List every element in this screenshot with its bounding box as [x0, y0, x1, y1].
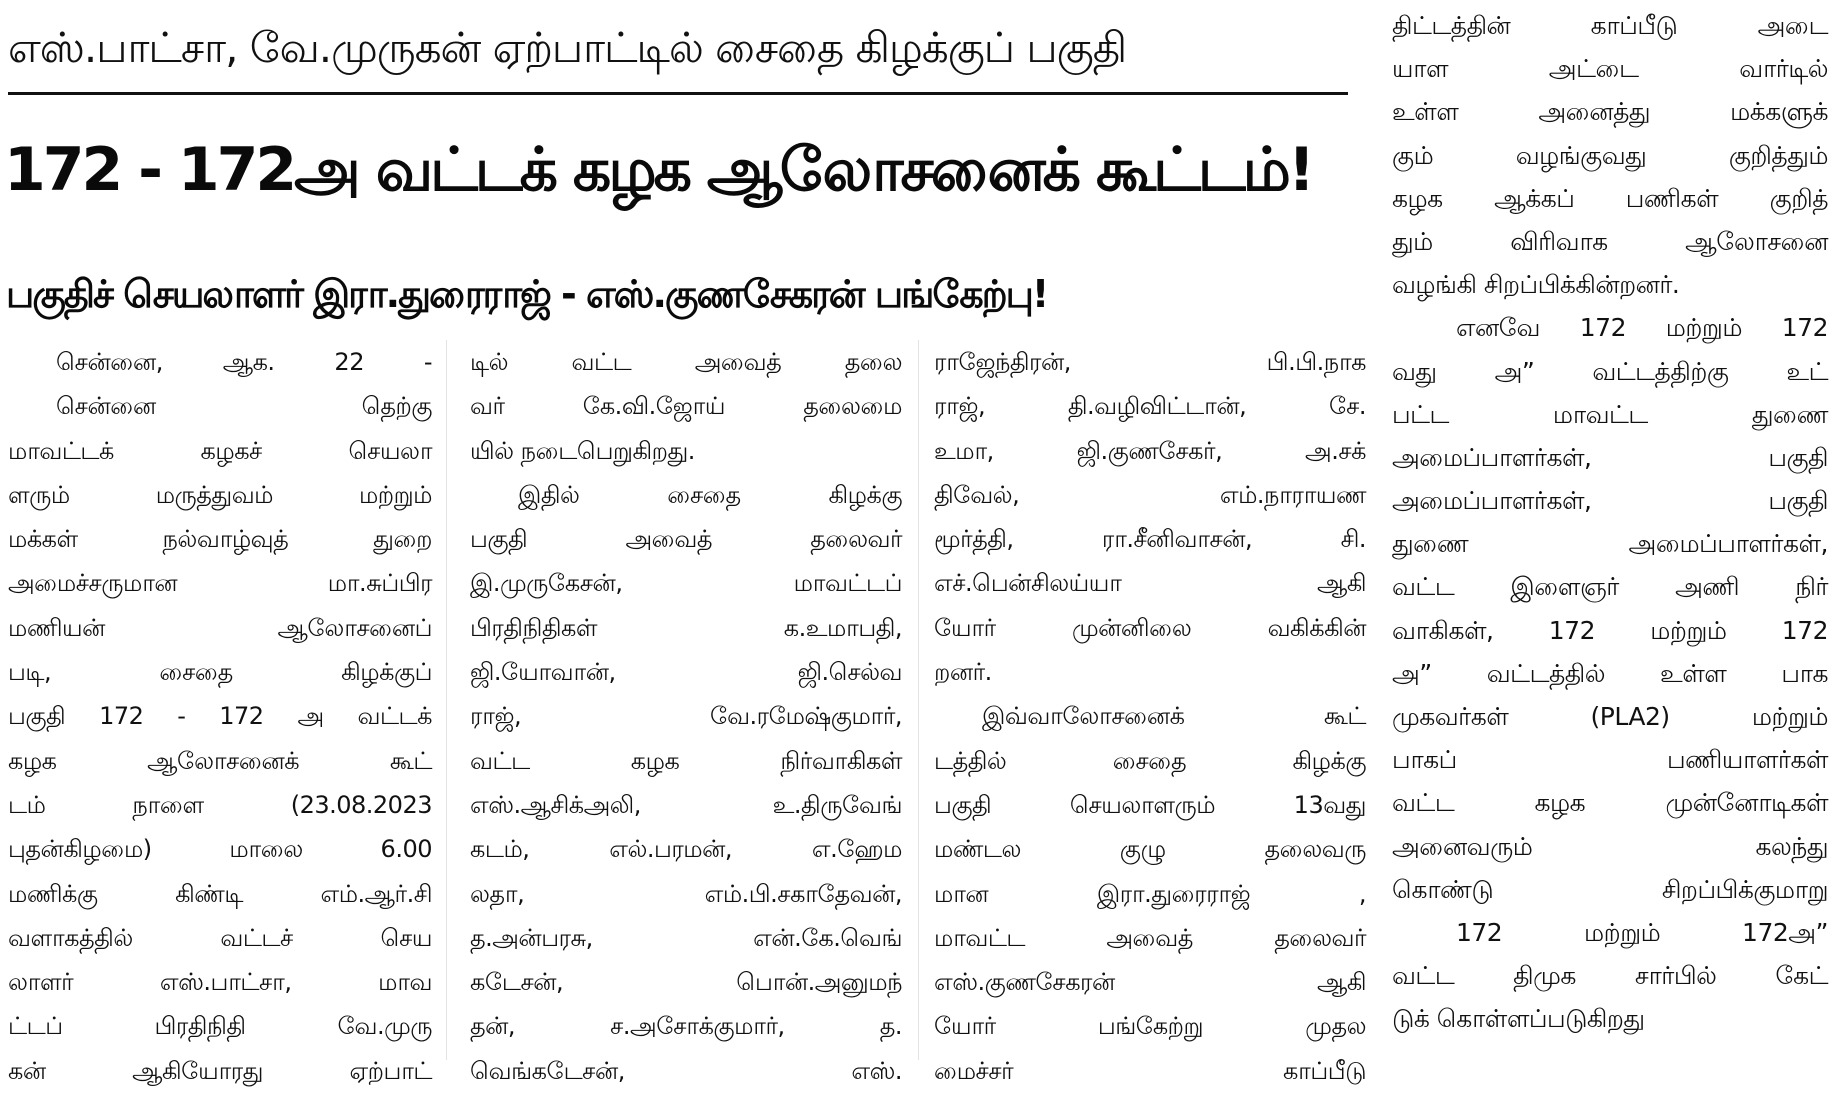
- article-subhead: பகுதிச் செயலாளர் இரா.துரைராஜ் - எஸ்.குணசேகரன் பங்கேற்பு!: [6, 272, 1048, 316]
- body-line: வட்ட கழக முன்னோடிகள்: [1392, 788, 1828, 818]
- body-line: பகுதி செயலாளரும் 13வது: [934, 790, 1366, 819]
- body-line: கடம், எல்.பரமன், எ.ஹேம: [470, 835, 902, 864]
- body-line: எனவே 172 மற்றும் 172: [1456, 313, 1828, 343]
- article-headline: 172 - 172அ வட்டக் கழக ஆலோசனைக் கூட்டம்!: [4, 135, 1313, 205]
- body-line: கும் வழங்குவது குறித்தும்: [1392, 140, 1828, 170]
- body-line: 172 மற்றும் 172அ”: [1456, 917, 1828, 947]
- body-line: ராஜேந்திரன், பி.பி.நாக: [934, 348, 1366, 376]
- body-line: தன், ச.அசோக்குமார், த.: [470, 1012, 902, 1041]
- body-line: எஸ்.குணசேகரன் ஆகி: [934, 968, 1366, 997]
- body-line: கழக ஆக்கப் பணிகள் குறித்: [1392, 183, 1828, 213]
- body-line: அ” வட்டத்தில் உள்ள பாக: [1392, 658, 1828, 688]
- body-line: சென்னை, ஆக. 22 -: [56, 348, 432, 376]
- body-line: டத்தில் சைதை கிழக்கு: [934, 746, 1366, 775]
- body-line: பாகப் பணியாளர்கள்: [1392, 745, 1828, 775]
- body-line: மணியன் ஆலோசனைப்: [8, 613, 432, 642]
- body-line: டில் வட்ட அவைத் தலை: [470, 348, 902, 376]
- body-line: த.அன்பரசு, என்.கே.வெங்: [470, 923, 902, 952]
- body-line: கடேசன், பொன்.அனுமந்: [470, 968, 902, 997]
- body-line: வட்ட இளைஞர் அணி நிர்: [1392, 572, 1828, 602]
- body-line: மாவட்ட அவைத் தலைவர்: [934, 923, 1366, 952]
- body-line: ளரும் மருத்துவம் மற்றும்: [8, 480, 432, 509]
- body-line: யோர் முன்னிலை வகிக்கின்: [934, 613, 1366, 642]
- body-line: வட்ட கழக நிர்வாகிகள்: [470, 746, 902, 775]
- body-line: யாள அட்டை வார்டில்: [1392, 54, 1828, 84]
- body-line: மைச்சர் காப்பீடு: [934, 1056, 1366, 1085]
- body-line: வர் கே.வி.ஜோய் தலைமை: [470, 392, 902, 421]
- body-line: புதன்கிழமை) மாலை 6.00: [8, 835, 432, 864]
- body-column-2: [470, 340, 902, 1085]
- body-line: ராஜ், வே.ரமேஷ்குமார்,: [470, 702, 902, 731]
- column-divider: [446, 340, 447, 1060]
- body-line: லதா, எம்.பி.சகாதேவன்,: [470, 879, 902, 908]
- body-line: இவ்வாலோசனைக் கூட்: [982, 702, 1366, 731]
- body-line: துணை அமைப்பாளர்கள்,: [1392, 529, 1828, 559]
- body-line: பகுதி 172 - 172 அ வட்டக்: [8, 702, 432, 731]
- body-line: பட்ட மாவட்ட துணை: [1392, 399, 1828, 429]
- body-line: மூர்த்தி, ரா.சீனிவாசன், சி.: [934, 525, 1366, 554]
- body-line: டுக் கொள்ளப்படுகிறது: [1392, 1004, 1645, 1034]
- column-divider: [918, 340, 919, 1060]
- body-line: ராஜ், தி.வழிவிட்டான், சே.: [934, 392, 1366, 421]
- body-line: இதில் சைதை கிழக்கு: [518, 480, 902, 509]
- kicker-underline: [8, 92, 1348, 95]
- body-line: வெங்கடேசன், எஸ்.: [470, 1056, 902, 1085]
- body-line: எச்.பென்சிலய்யா ஆகி: [934, 569, 1366, 598]
- body-line: ட்டப் பிரதிநிதி வே.முரு: [8, 1012, 432, 1041]
- body-column-3: [934, 340, 1366, 1085]
- body-line: படி, சைதை கிழக்குப்: [8, 658, 432, 687]
- body-line: கொண்டு சிறப்பிக்குமாறு: [1392, 874, 1828, 904]
- body-line: மாவட்டக் கழகச் செயலா: [8, 436, 432, 465]
- body-line: ஜி.யோவான், ஜி.செல்வ: [470, 658, 902, 687]
- body-line: சென்னை தெற்கு: [56, 392, 432, 421]
- body-line: வழங்கி சிறப்பிக்கின்றனர்.: [1392, 270, 1680, 300]
- body-column-1: [8, 340, 432, 1085]
- body-line: தும் விரிவாக ஆலோசனை: [1392, 226, 1828, 256]
- body-line: கழக ஆலோசனைக் கூட்: [8, 746, 432, 775]
- body-column-4: [1392, 4, 1828, 1074]
- body-line: வளாகத்தில் வட்டச் செய: [8, 923, 432, 952]
- body-line: அமைப்பாளர்கள், பகுதி: [1392, 486, 1828, 516]
- body-line: எஸ்.ஆசிக்அலி, உ.திருவேங்: [470, 790, 902, 819]
- body-line: மண்டல குழு தலைவரு: [934, 835, 1366, 864]
- body-line: அனைவரும் கலந்து: [1392, 831, 1828, 861]
- body-line: வட்ட திமுக சார்பில் கேட்: [1392, 961, 1828, 991]
- body-line: யோர் பங்கேற்று முதல: [934, 1012, 1366, 1041]
- article-kicker: எஸ்.பாட்சா, வே.முருகன் ஏற்பாட்டில் சைதை கிழக்குப் பகுதி: [8, 23, 1127, 72]
- body-line: மக்கள் நல்வாழ்வுத் துறை: [8, 525, 432, 554]
- body-line: உமா, ஜி.குணசேகர், அ.சக்: [934, 436, 1366, 465]
- body-line: திட்டத்தின் காப்பீடு அடை: [1392, 11, 1828, 40]
- body-line: அமைப்பாளர்கள், பகுதி: [1392, 442, 1828, 472]
- body-line: உள்ள அனைத்து மக்களுக்: [1392, 97, 1828, 127]
- body-line: மணிக்கு கிண்டி எம்.ஆர்.சி: [8, 879, 432, 908]
- body-line: இ.முருகேசன், மாவட்டப்: [470, 569, 902, 598]
- body-line: திவேல், எம்.நாராயண: [934, 480, 1366, 509]
- body-line: லாளர் எஸ்.பாட்சா, மாவ: [8, 968, 432, 997]
- body-line: பிரதிநிதிகள் க.உமாபதி,: [470, 613, 902, 642]
- body-line: றனர்.: [934, 658, 992, 687]
- body-line: வது அ” வட்டத்திற்கு உட்: [1392, 356, 1828, 386]
- body-line: முகவர்கள் (PLA2) மற்றும்: [1392, 702, 1828, 731]
- body-line: கன் ஆகியோரது ஏற்பாட்: [8, 1056, 432, 1085]
- body-line: வாகிகள், 172 மற்றும் 172: [1392, 615, 1828, 645]
- body-line: பகுதி அவைத் தலைவர்: [470, 525, 902, 554]
- body-line: மான இரா.துரைராஜ் ,: [934, 879, 1366, 908]
- body-line: யில் நடைபெறுகிறது.: [470, 436, 695, 465]
- body-line: அமைச்சருமான மா.சுப்பிர: [8, 569, 432, 598]
- body-line: டம் நாளை (23.08.2023: [8, 790, 432, 819]
